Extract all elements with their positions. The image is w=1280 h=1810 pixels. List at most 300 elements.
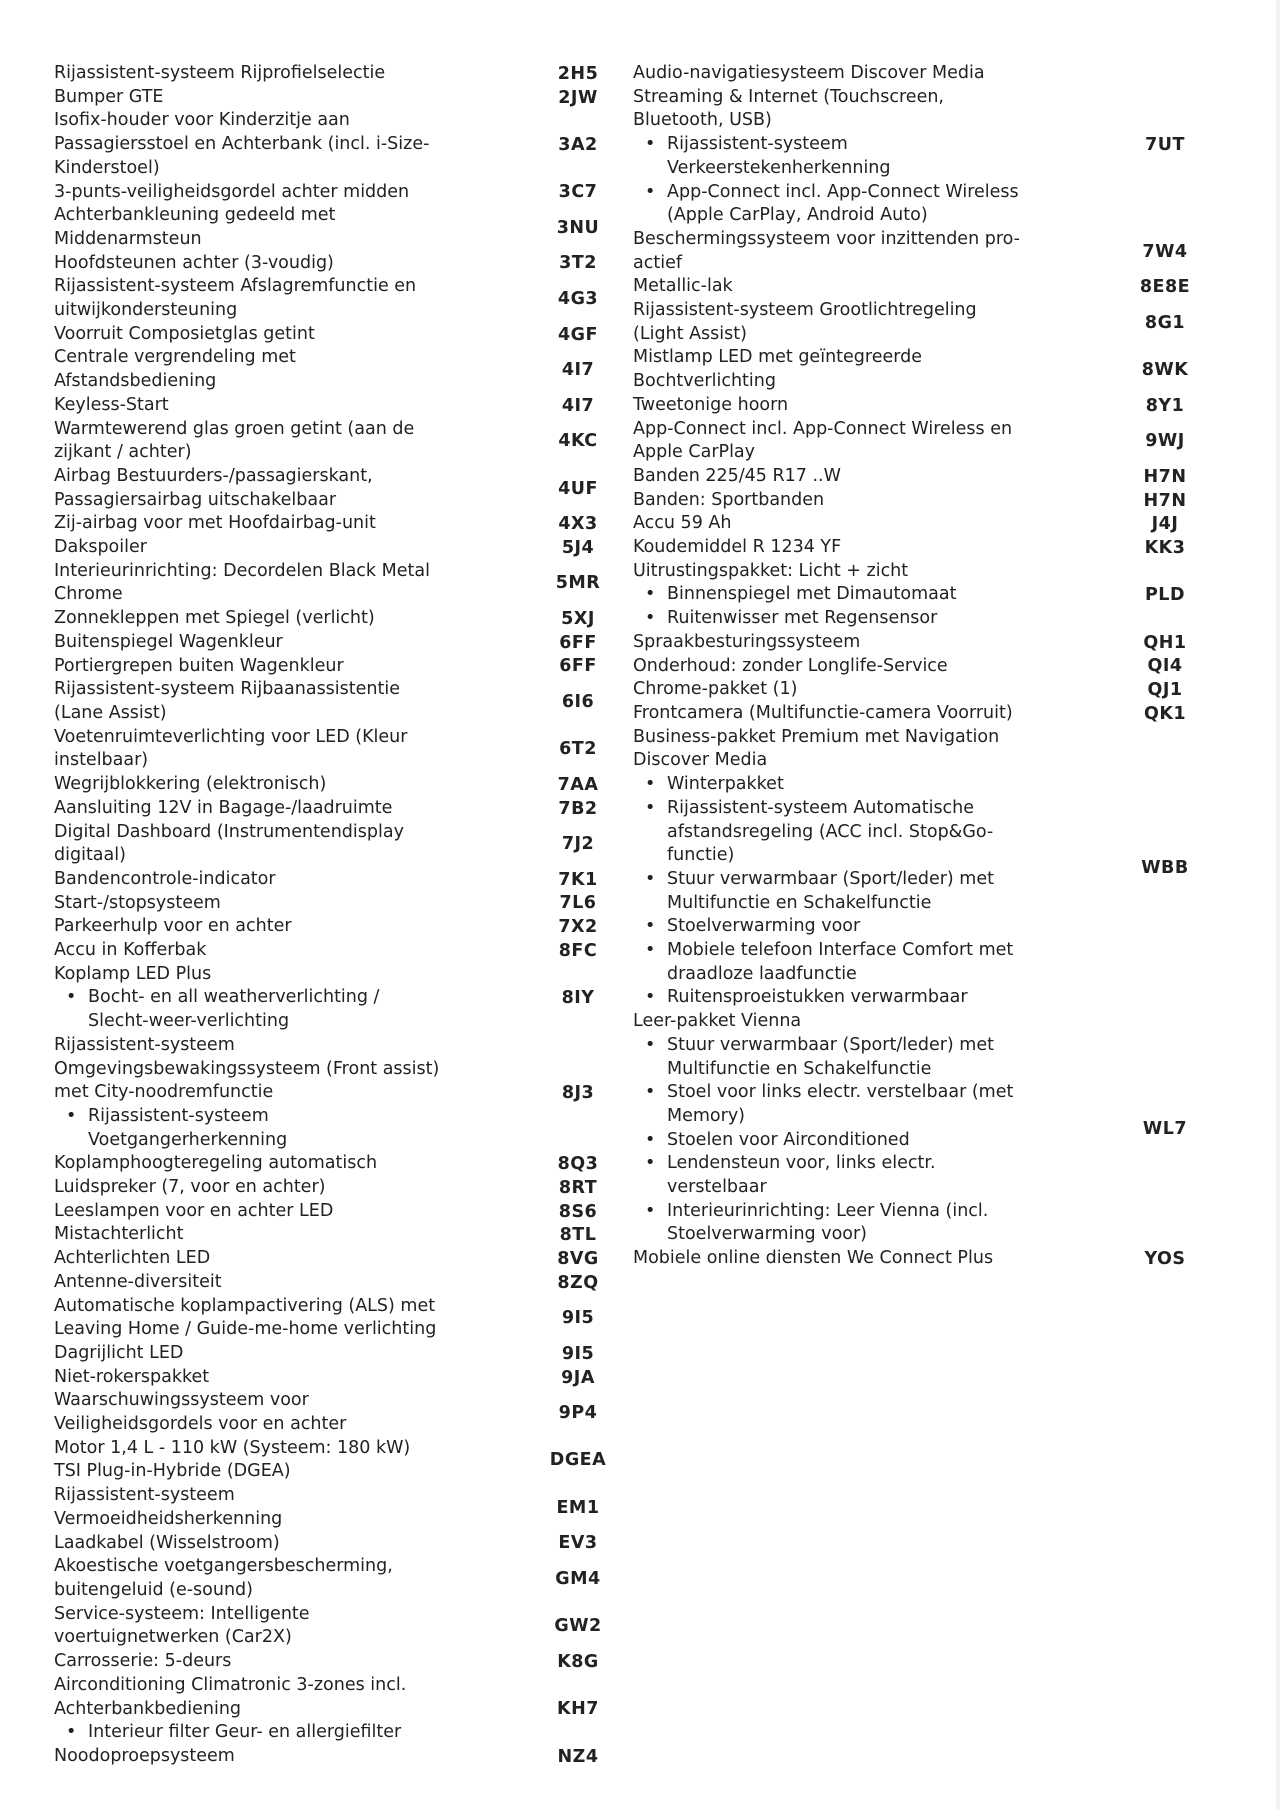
equipment-description	[54, 1650, 546, 1674]
description-line: 3-punts-veiligheidsgordel achter midden	[54, 181, 410, 202]
equipment-row	[54, 631, 610, 655]
equipment-description	[54, 797, 546, 821]
description-line: (Lane Assist)	[54, 702, 167, 723]
sub-item-text	[667, 773, 1135, 797]
option-code: 8J3	[561, 1083, 595, 1104]
bullet-icon: •	[645, 1129, 656, 1150]
description-line: Afstandsbediening	[54, 371, 217, 392]
equipment-description	[633, 1247, 1135, 1271]
sub-item	[633, 1200, 1135, 1247]
equipment-row	[633, 394, 1195, 418]
option-code: QI4	[1147, 656, 1183, 677]
sub-item-text	[667, 583, 1135, 607]
equipment-description	[633, 275, 1135, 299]
equipment-description	[54, 655, 546, 679]
equipment-description	[54, 726, 546, 773]
equipment-row	[633, 299, 1195, 346]
equipment-description	[54, 1152, 546, 1176]
option-code: KH7	[557, 1699, 599, 1720]
description-line: Streaming & Internet (Touchscreen,	[633, 86, 944, 107]
equipment-row	[54, 275, 610, 322]
equipment-row	[54, 536, 610, 560]
equipment-row	[633, 418, 1195, 465]
equipment-description	[54, 1223, 546, 1247]
left-equipment-column	[54, 62, 610, 1769]
sub-item	[633, 1152, 1135, 1199]
equipment-row	[54, 1532, 610, 1556]
sub-item	[633, 986, 1135, 1010]
equipment-row	[54, 560, 610, 607]
sub-item-text	[667, 1152, 1135, 1199]
option-code: GM4	[555, 1569, 601, 1589]
equipment-row	[54, 1200, 610, 1224]
sub-item-line: functie)	[667, 845, 735, 866]
option-code: H7N	[1143, 490, 1187, 511]
equipment-description	[54, 1247, 546, 1271]
description-line: Antenne-diversiteit	[54, 1271, 222, 1292]
equipment-row	[54, 181, 610, 205]
description-line: actief	[633, 252, 682, 273]
equipment-description	[633, 655, 1135, 679]
description-line: instelbaar)	[54, 750, 149, 771]
option-code: 6FF	[559, 632, 597, 653]
option-code: 8RT	[558, 1177, 598, 1198]
description-line: uitwijkondersteuning	[54, 300, 238, 321]
equipment-description	[54, 1176, 546, 1200]
option-code: 2H5	[557, 63, 599, 84]
equipment-row	[54, 1437, 610, 1484]
equipment-row	[54, 915, 610, 939]
equipment-row	[54, 821, 610, 868]
option-code: 2JW	[558, 87, 598, 108]
sub-item-line: Rijassistent-systeem	[667, 134, 848, 155]
equipment-row	[54, 1034, 610, 1153]
sub-item-line: Ruitenwisser met Regensensor	[667, 608, 938, 629]
equipment-row	[54, 1295, 610, 1342]
equipment-description	[54, 109, 546, 180]
sub-item	[633, 797, 1135, 868]
sub-item	[54, 986, 546, 1033]
description-line: Bandencontrole-indicator	[54, 868, 276, 889]
equipment-description	[54, 1271, 546, 1295]
equipment-row	[54, 1745, 610, 1769]
sub-item-line: (Apple CarPlay, Android Auto)	[667, 205, 928, 226]
equipment-description	[633, 346, 1135, 393]
option-code: 9I5	[561, 1308, 595, 1329]
sub-item-text	[667, 1081, 1135, 1128]
equipment-description	[54, 939, 546, 963]
sub-item-line: Stoelen voor Airconditioned	[667, 1129, 910, 1150]
equipment-description	[54, 1745, 546, 1769]
sub-item-line: Stuur verwarmbaar (Sport/leder) met	[667, 868, 994, 889]
equipment-description	[54, 346, 546, 393]
description-line: Rijassistent-systeem Rijprofielselectie	[54, 63, 386, 83]
option-code: 3A2	[558, 134, 598, 155]
equipment-description	[54, 1555, 546, 1602]
equipment-row	[54, 939, 610, 963]
description-line: Rijassistent-systeem	[54, 1485, 235, 1506]
bullet-icon: •	[66, 1722, 77, 1743]
option-code: 3T2	[559, 253, 597, 274]
option-code: 7B2	[558, 798, 598, 819]
description-line: Chrome	[54, 584, 123, 605]
equipment-description	[54, 560, 546, 607]
description-line: Accu in Kofferbak	[54, 940, 207, 961]
scan-edge	[1276, 0, 1280, 1810]
equipment-row	[54, 62, 610, 86]
equipment-description	[633, 62, 1135, 228]
description-line: Leaving Home / Guide-me-home verlichting	[54, 1319, 437, 1340]
equipment-description	[54, 1674, 546, 1745]
option-code: 9I5	[561, 1343, 595, 1364]
sub-item	[633, 1081, 1135, 1128]
equipment-description	[54, 86, 546, 110]
equipment-description	[54, 1295, 546, 1342]
description-line: Passagiersstoel en Achterbank (incl. i-Size-	[54, 134, 430, 155]
equipment-row	[54, 655, 610, 679]
equipment-description	[54, 465, 546, 512]
equipment-description	[54, 1366, 546, 1390]
sub-item-line: afstandsregeling (ACC incl. Stop&Go-	[667, 821, 994, 842]
description-line: Airbag Bestuurders-/passagierskant,	[54, 465, 373, 486]
equipment-row	[54, 868, 610, 892]
description-line: App-Connect incl. App-Connect Wireless en	[633, 418, 1013, 439]
equipment-row	[633, 536, 1195, 560]
sub-item-line: Verkeerstekenherkenning	[667, 157, 891, 178]
equipment-description	[54, 607, 546, 631]
equipment-row	[633, 726, 1195, 1010]
equipment-description	[633, 726, 1135, 1010]
sub-item-text	[667, 1129, 1135, 1153]
equipment-row	[54, 726, 610, 773]
option-code: K8G	[557, 1651, 599, 1672]
equipment-row	[54, 346, 610, 393]
equipment-row	[54, 1674, 610, 1745]
bullet-icon: •	[645, 1153, 656, 1174]
option-code: NZ4	[557, 1746, 599, 1767]
description-line: Start-/stopsysteem	[54, 892, 221, 913]
equipment-description	[54, 1603, 546, 1650]
sub-item-line: Stoelverwarming voor	[667, 916, 861, 937]
sub-item-line: Multifunctie en Schakelfunctie	[667, 892, 932, 913]
equipment-description	[54, 394, 546, 418]
description-line: Kinderstoel)	[54, 157, 160, 178]
option-code: 7UT	[1145, 134, 1185, 155]
sub-item-text	[667, 607, 1135, 631]
description-line: Vermoeidheidsherkenning	[54, 1508, 283, 1529]
equipment-row	[633, 678, 1195, 702]
sub-item	[633, 1129, 1135, 1153]
description-line: voertuignetwerken (Car2X)	[54, 1627, 292, 1648]
description-line: Koudemiddel R 1234 YF	[633, 537, 842, 558]
equipment-row	[54, 1342, 610, 1366]
option-code: QK1	[1143, 703, 1187, 724]
description-line: TSI Plug-in-Hybride (DGEA)	[54, 1461, 291, 1482]
description-line: Metallic-lak	[633, 276, 733, 297]
equipment-description	[54, 1389, 546, 1436]
description-line: Carrosserie: 5-deurs	[54, 1651, 232, 1672]
description-line: Waarschuwingssysteem voor	[54, 1390, 309, 1411]
equipment-description	[54, 821, 546, 868]
description-line: Centrale vergrendeling met	[54, 347, 296, 368]
equipment-row	[54, 109, 610, 180]
option-code: WBB	[1141, 857, 1189, 878]
sub-item-text	[667, 1034, 1135, 1081]
sub-item-line: Stoel voor links electr. verstelbaar (met	[667, 1082, 1014, 1103]
sub-item-line: verstelbaar	[667, 1177, 767, 1198]
sub-item-line: Ruitensproeistukken verwarmbaar	[667, 987, 968, 1008]
option-code: 8TL	[559, 1225, 597, 1246]
description-line: Leeslampen voor en achter LED	[54, 1200, 334, 1221]
equipment-description	[633, 702, 1135, 726]
option-code: 7X2	[558, 917, 598, 938]
sub-item-line: Lendensteun voor, links electr.	[667, 1153, 936, 1174]
equipment-description	[633, 512, 1135, 536]
description-line: Parkeerhulp voor en achter	[54, 916, 292, 937]
option-code: WL7	[1142, 1118, 1188, 1139]
equipment-description	[54, 512, 546, 536]
description-line: Wegrijblokkering (elektronisch)	[54, 774, 327, 795]
equipment-row	[54, 1176, 610, 1200]
option-code: 8IY	[561, 988, 595, 1009]
option-code: 6FF	[559, 656, 597, 677]
option-code: 4G3	[557, 289, 599, 310]
option-code: 4X3	[558, 514, 598, 535]
equipment-row	[633, 62, 1195, 228]
equipment-description	[633, 465, 1135, 489]
description-line: Voorruit Composietglas getint	[54, 323, 315, 344]
equipment-description	[54, 868, 546, 892]
description-line: Banden: Sportbanden	[633, 489, 825, 510]
equipment-row	[633, 346, 1195, 393]
equipment-description	[633, 394, 1135, 418]
description-line: Noodoproepsysteem	[54, 1745, 235, 1766]
equipment-row	[54, 773, 610, 797]
sub-item-text	[667, 868, 1135, 915]
equipment-row	[54, 86, 610, 110]
sub-item-line: Bocht- en all weatherverlichting /	[88, 987, 380, 1008]
description-line: met City-noodremfunctie	[54, 1082, 274, 1103]
equipment-row	[54, 512, 610, 536]
description-line: Zij-airbag voor met Hoofdairbag-unit	[54, 513, 376, 534]
description-line: Onderhoud: zonder Longlife-Service	[633, 655, 948, 676]
equipment-description	[54, 963, 546, 1034]
description-line: (Light Assist)	[633, 323, 747, 344]
equipment-description	[54, 204, 546, 251]
description-line: Rijassistent-systeem	[54, 1034, 235, 1055]
sub-item-line: Slecht-weer-verlichting	[88, 1011, 290, 1032]
equipment-description	[54, 678, 546, 725]
sub-item-text	[667, 939, 1135, 986]
equipment-description	[54, 892, 546, 916]
description-line: Mistachterlicht	[54, 1224, 184, 1245]
sub-item	[54, 1105, 546, 1152]
bullet-icon: •	[645, 608, 656, 629]
description-line: Bumper GTE	[54, 86, 164, 107]
description-line: Passagiersairbag uitschakelbaar	[54, 489, 337, 510]
description-line: Aansluiting 12V in Bagage-/laadruimte	[54, 797, 393, 818]
option-code: 8G1	[1144, 312, 1186, 333]
description-line: buitengeluid (e-sound)	[54, 1580, 253, 1600]
description-line: Digital Dashboard (Instrumentendisplay	[54, 821, 404, 842]
equipment-description	[633, 1010, 1135, 1247]
equipment-description	[54, 1484, 546, 1531]
description-line: Chrome-pakket (1)	[633, 679, 798, 700]
equipment-row	[54, 418, 610, 465]
bullet-icon: •	[645, 774, 656, 795]
bullet-icon: •	[645, 940, 656, 961]
description-line: Omgevingsbewakingssysteem (Front assist)	[54, 1058, 440, 1079]
sub-item	[633, 1034, 1135, 1081]
sub-item-line: Stuur verwarmbaar (Sport/leder) met	[667, 1034, 994, 1055]
description-line: Portiergrepen buiten Wagenkleur	[54, 655, 344, 676]
description-line: Dagrijlicht LED	[54, 1342, 184, 1363]
equipment-row	[633, 631, 1195, 655]
equipment-row	[54, 1247, 610, 1271]
option-code: 7K1	[558, 869, 598, 890]
option-code: EV3	[558, 1533, 598, 1554]
bullet-icon: •	[645, 1034, 656, 1055]
equipment-description	[54, 181, 546, 205]
bullet-icon: •	[645, 1200, 656, 1221]
description-line: digitaal)	[54, 845, 126, 866]
sub-item-line: Interieur filter Geur- en allergiefilter	[88, 1722, 402, 1743]
equipment-row	[54, 1271, 610, 1295]
description-line: Rijassistent-systeem Afslagremfunctie en	[54, 276, 417, 297]
description-line: Business-pakket Premium met Navigation	[633, 726, 1000, 747]
option-code: 9WJ	[1145, 431, 1185, 452]
equipment-description	[54, 323, 546, 347]
equipment-row	[633, 228, 1195, 275]
description-line: Veiligheidsgordels voor en achter	[54, 1414, 347, 1435]
sub-item-line: draadloze laadfunctie	[667, 963, 857, 984]
sub-item	[633, 939, 1135, 986]
description-line: Automatische koplampactivering (ALS) met	[54, 1295, 436, 1316]
option-code: 6I6	[561, 691, 595, 712]
sub-item-line: Rijassistent-systeem Automatische	[667, 797, 975, 818]
equipment-row	[633, 275, 1195, 299]
bullet-icon: •	[645, 181, 656, 202]
option-code: 5XJ	[561, 609, 595, 630]
option-code: 5MR	[555, 573, 601, 594]
sub-item-line: Multifunctie en Schakelfunctie	[667, 1058, 932, 1079]
description-line: Rijassistent-systeem Rijbaanassistentie	[54, 679, 400, 700]
equipment-description	[633, 299, 1135, 346]
bullet-icon: •	[66, 987, 77, 1008]
description-line: Warmtewerend glas groen getint (aan de	[54, 418, 415, 439]
equipment-description	[54, 773, 546, 797]
equipment-description	[54, 1437, 546, 1484]
equipment-description	[54, 1034, 546, 1153]
option-code: 4UF	[558, 478, 598, 499]
equipment-row	[54, 252, 610, 276]
equipment-row	[54, 1484, 610, 1531]
equipment-row	[54, 394, 610, 418]
sub-item-line: Rijassistent-systeem	[88, 1105, 269, 1126]
option-code: 4I7	[561, 360, 595, 381]
equipment-row	[54, 892, 610, 916]
option-code: 7AA	[557, 774, 599, 795]
option-code: 6T2	[559, 739, 597, 760]
equipment-row	[54, 1366, 610, 1390]
option-code: 3C7	[558, 182, 598, 203]
description-line: Audio-navigatiesysteem Discover Media	[633, 63, 985, 83]
equipment-description	[54, 275, 546, 322]
bullet-icon: •	[645, 1082, 656, 1103]
description-line: Discover Media	[633, 750, 768, 771]
equipment-row	[54, 1555, 610, 1602]
option-code: 8Y1	[1145, 395, 1185, 416]
sub-item-text	[667, 986, 1135, 1010]
description-line: Bochtverlichting	[633, 371, 776, 392]
bullet-icon: •	[645, 134, 656, 155]
description-line: Rijassistent-systeem Grootlichtregeling	[633, 300, 977, 321]
bullet-icon: •	[645, 987, 656, 1008]
equipment-row	[633, 512, 1195, 536]
equipment-description	[633, 489, 1135, 513]
description-line: Achterbankbediening	[54, 1698, 242, 1719]
sub-item-line: App-Connect incl. App-Connect Wireless	[667, 181, 1019, 202]
sub-item	[633, 773, 1135, 797]
option-code: 3NU	[556, 217, 600, 238]
option-code: 8FC	[558, 940, 598, 961]
option-code: 8Q3	[557, 1154, 599, 1175]
equipment-description	[54, 252, 546, 276]
sub-item	[633, 868, 1135, 915]
description-line: Voetenruimteverlichting voor LED (Kleur	[54, 726, 408, 747]
equipment-row	[54, 963, 610, 1034]
description-line: Mistlamp LED met geïntegreerde	[633, 347, 922, 368]
equipment-description	[54, 62, 546, 86]
sub-item	[633, 181, 1135, 228]
sub-item	[54, 1721, 546, 1745]
description-line: Isofix-houder voor Kinderzitje aan	[54, 110, 350, 131]
description-line: Luidspreker (7, voor en achter)	[54, 1177, 326, 1198]
equipment-description	[54, 631, 546, 655]
equipment-row	[633, 489, 1195, 513]
equipment-description	[633, 536, 1135, 560]
description-line: Uitrustingspakket: Licht + zicht	[633, 560, 909, 581]
description-line: Banden 225/45 R17 ..W	[633, 465, 841, 486]
sub-item	[633, 607, 1135, 631]
option-code: PLD	[1144, 585, 1185, 606]
option-code: H7N	[1143, 466, 1187, 487]
sub-item-line: Winterpakket	[667, 774, 784, 795]
sub-item-line: Mobiele telefoon Interface Comfort met	[667, 940, 1014, 961]
sub-item-text	[667, 133, 1135, 180]
sub-item-text	[88, 1721, 546, 1745]
sub-item-text	[667, 915, 1135, 939]
description-line: Leer-pakket Vienna	[633, 1011, 802, 1032]
sub-item-line: Stoelverwarming voor)	[667, 1224, 868, 1245]
equipment-description	[633, 560, 1135, 631]
description-line: Beschermingssysteem voor inzittenden pro-	[633, 228, 1020, 249]
description-line: Middenarmsteun	[54, 228, 202, 249]
description-line: Zonnekleppen met Spiegel (verlicht)	[54, 608, 375, 629]
option-code: 5J4	[561, 537, 595, 558]
option-code: 4KC	[558, 431, 598, 452]
option-code: 7W4	[1142, 241, 1188, 262]
description-line: Hoofdsteunen achter (3-voudig)	[54, 252, 334, 273]
description-line: Niet-rokerspakket	[54, 1366, 210, 1387]
sub-item-line: Memory)	[667, 1105, 745, 1126]
description-line: Koplamphoogteregeling automatisch	[54, 1153, 378, 1174]
equipment-row	[633, 1247, 1195, 1271]
equipment-row	[54, 678, 610, 725]
equipment-row	[633, 1010, 1195, 1247]
description-line: Mobiele online diensten We Connect Plus	[633, 1248, 994, 1269]
equipment-row	[54, 1650, 610, 1674]
